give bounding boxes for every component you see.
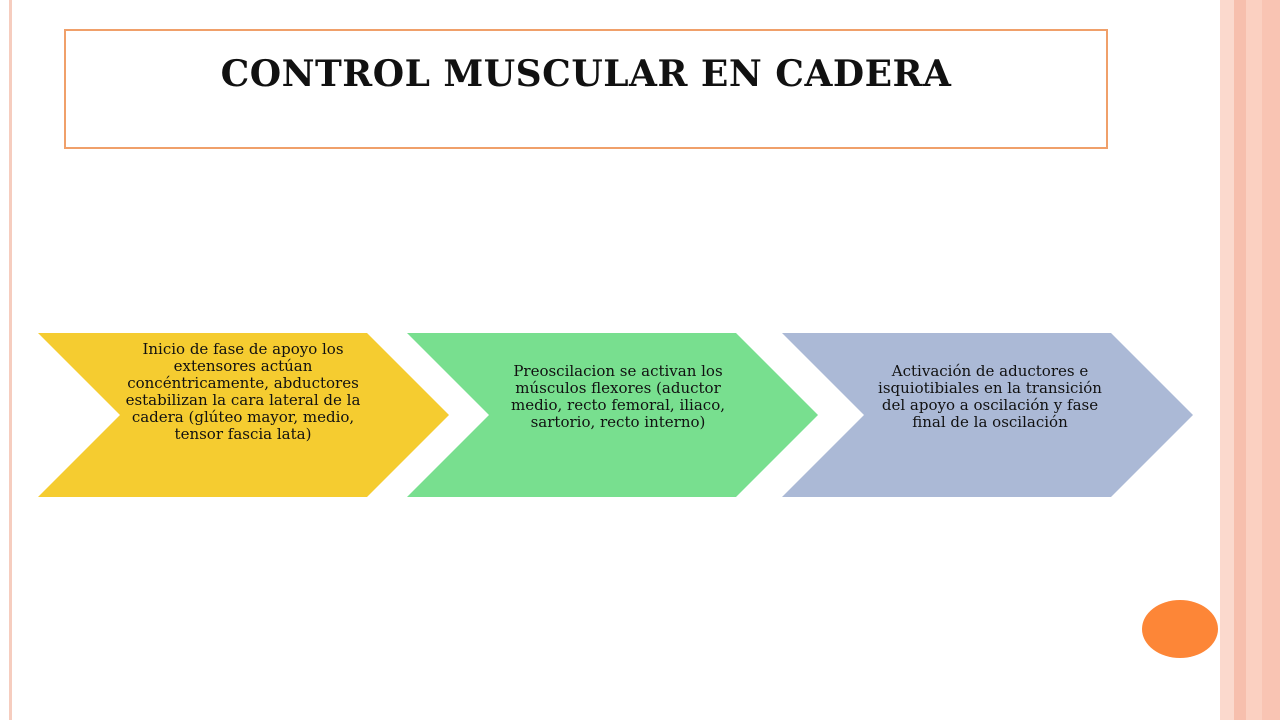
step-2-text: Preoscilacion se activan los músculos flexores (aductor medio, recto femoral, iliaco, sartorio, recto interno) (510, 362, 725, 431)
slide-title: CONTROL MUSCULAR EN CADERA (220, 53, 952, 95)
step-3-text: Activación de aductores e isquiotibiales en la transición del apoyo a oscilación y fase final de la oscilación (878, 362, 1102, 431)
accent-circle (1142, 600, 1218, 658)
step-1-text: Inicio de fase de apoyo los extensores actúan concéntricamente, abductores estabilizan la cara lateral de la cadera (glúteo mayor, medio, tensor fascia lata) (125, 340, 361, 443)
